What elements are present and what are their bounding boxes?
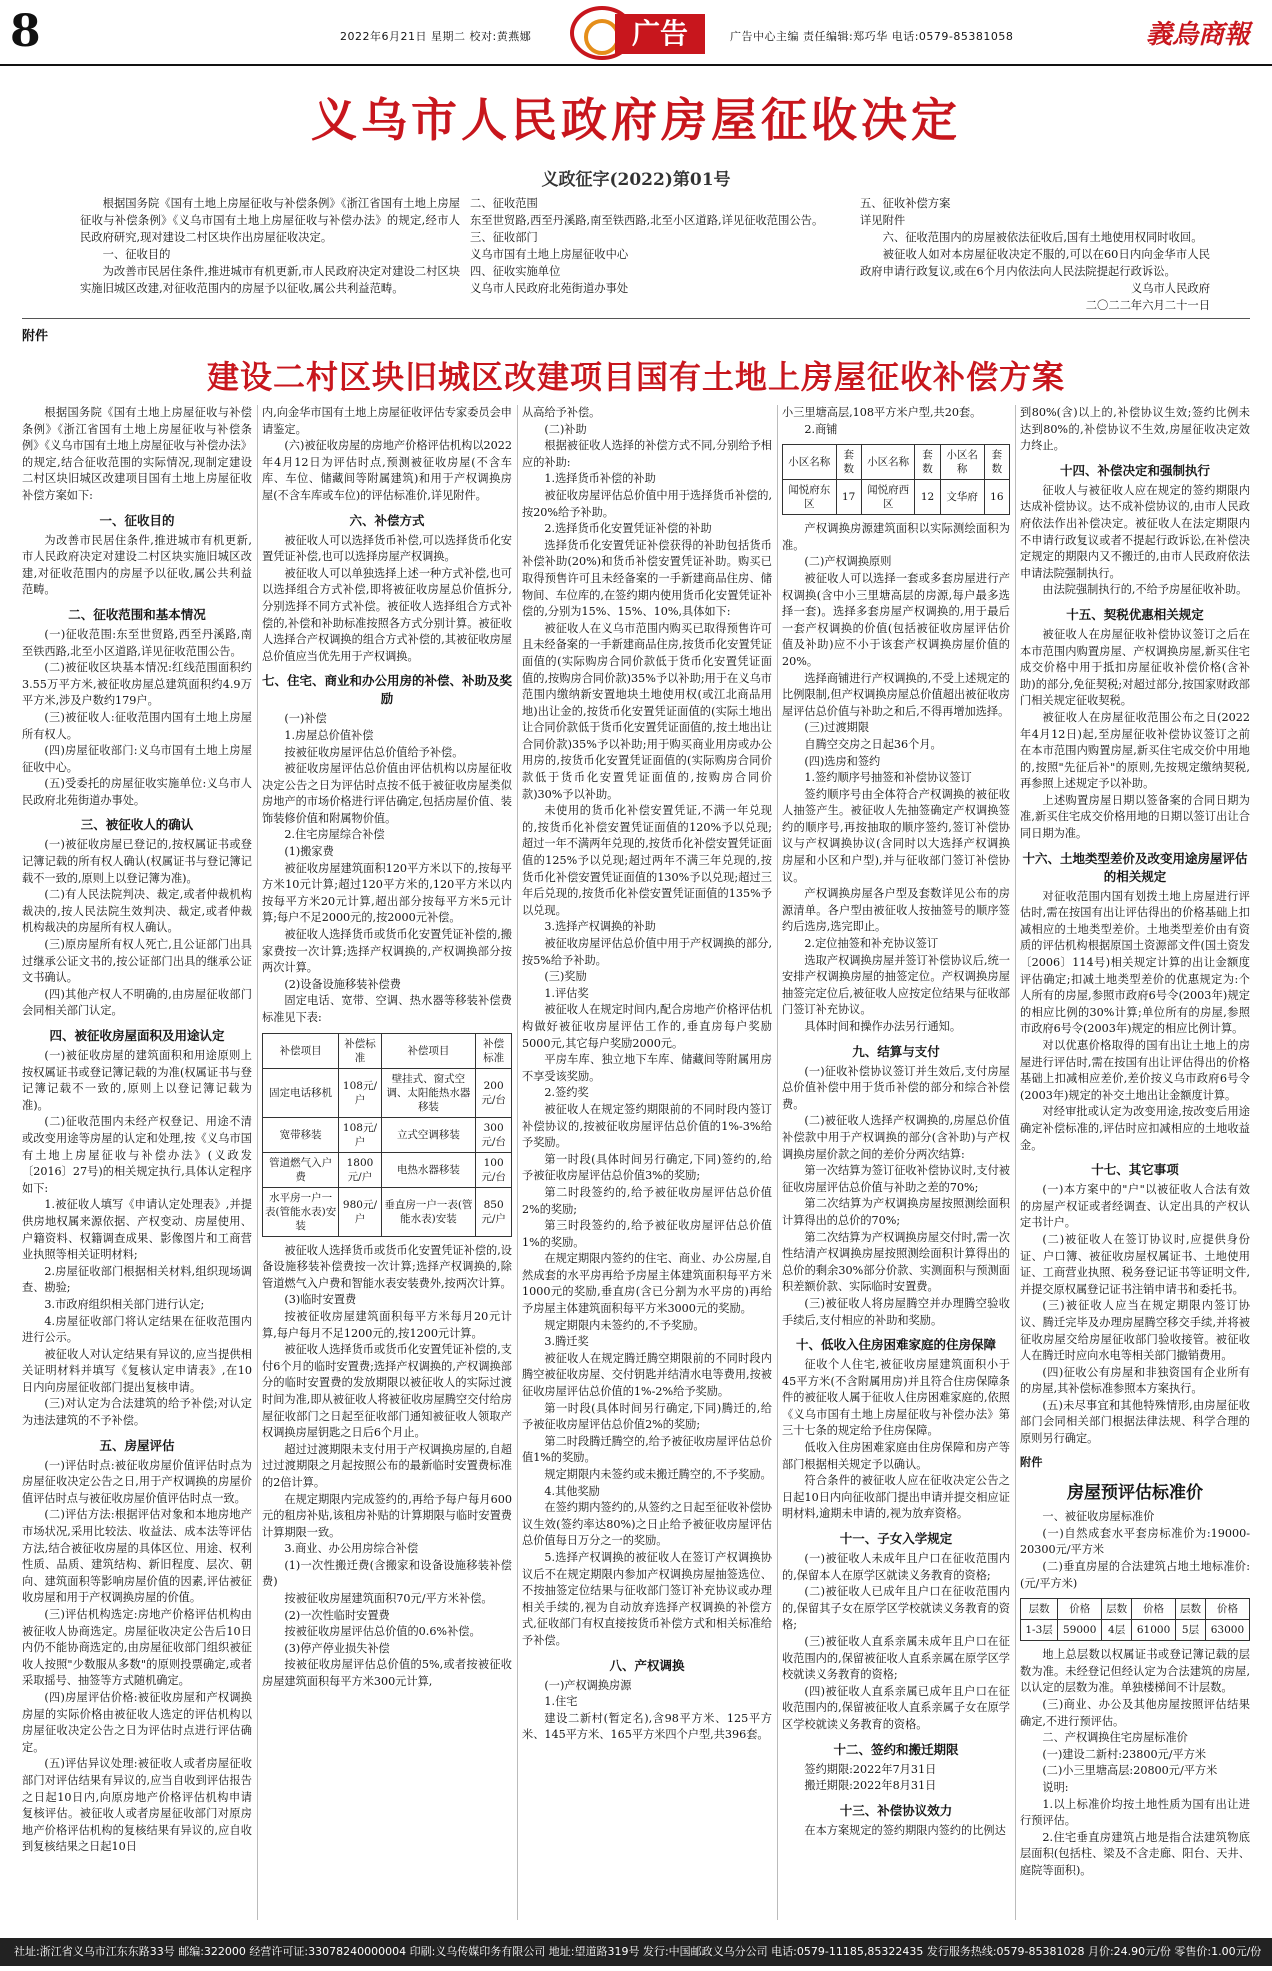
decision-paragraph: 被征收人如对本房屋征收决定不服的,可以在60日内向金华市人民政府申请行政复议,或在6个月内依法向人民法院提起行政诉讼。	[860, 248, 1210, 278]
table-row	[263, 1068, 512, 1117]
paragraph: 被征收人选择货币或货币化安置凭证补偿的,设备设施移装补偿费按一次计算;选择产权调换的,除管道燃气入户费和智能水表安装费外,按两次计算。	[262, 1243, 512, 1290]
paragraph: (二)补助	[544, 422, 587, 436]
decision-paragraph: 东至世贸路,西至丹溪路,南至铁西路,北至小区道路,详见征收范围公告。	[470, 214, 824, 227]
table-header: 套数	[915, 445, 940, 480]
paragraph: (2)设备设施移装补偿费	[284, 977, 401, 991]
paragraph: 对征收范围内国有划拨土地上房屋进行评估时,需在按国有出让评估得出的价格基础上扣减相应的土地类型差价。土地类型差价由有资质的评估机构根据原国土资源部文件(国土资发〔2006〕114号)相关规定计算的出让金额度评估确定;扣减土地类型差价的优惠规定为:个人所有的房屋,参照市政府6号令(2003年)规定的相应比例的30%计算;单位所有的房屋,参照市政府6号令(2003年)规定的相应比例计算。	[1020, 889, 1250, 1036]
masthead	[0, 0, 1272, 66]
paragraph: 第一时段(具体时间另行确定,下同)腾迁的,给予被征收房屋评估总价值2%的奖励;	[522, 1401, 772, 1432]
section-heading: 十二、签约和搬迁期限	[833, 1741, 959, 1757]
paragraph: 被征收人在规定签约期限前的不同时段内签订补偿协议的,按被征收房屋评估总价值的1%-3%给予奖励。	[522, 1102, 772, 1150]
section-heading: 十一、子女入学规定	[839, 1531, 953, 1547]
table-header-row	[263, 1033, 512, 1068]
table-cell: 5层	[1176, 1620, 1206, 1641]
paragraph: 由法院强制执行的,不给予房屋征收补助。	[1042, 583, 1248, 597]
column-divider	[517, 405, 518, 1920]
decision-paragraph: 义乌市人民政府北苑街道办事处	[470, 282, 629, 295]
paragraph: 被征收人在规定时间内,配合房地产价格评估机构做好被征收房屋评估工作的,垂直房每户奖励5000元,其它每户奖励2000元。	[522, 1003, 772, 1050]
editor-line: 广告中心主编 责任编辑:郑巧华 电话:0579-85381058	[730, 30, 1014, 43]
section-heading: 八、产权调换	[609, 1657, 685, 1673]
paragraph: 地上总层数以权属证书或登记簿记载的层数为准。未经登记但经认定为合法建筑的房屋,以认定的层数为准。单独楼梯间不计层数。	[1020, 1648, 1250, 1695]
decision-doc-number: 义政征字(2022)第01号	[541, 170, 731, 190]
table-cell: 1800元/户	[339, 1152, 381, 1187]
paragraph: 3.选择产权调换的补助	[544, 920, 656, 934]
paragraph: (一)评估时点:被征收房屋价值评估时点为房屋征收决定公告之日,用于产权调换的房屋价值评估时点与被征收房屋价值评估时点一致。	[22, 1458, 252, 1505]
paragraph: 第二次结算为产权调换房屋按照测绘面积计算得出的总价的70%;	[782, 1197, 1010, 1227]
section-heading: 十五、契税优惠相关规定	[1066, 606, 1204, 622]
paragraph: 1.选择货币补偿的补助	[544, 472, 656, 486]
paragraph: 选择商铺进行产权调换的,不受上述规定的比例限制,但产权调换房屋总价值超出被征收房屋评估总价值与补助之和后,不得再增加选择。	[782, 671, 1010, 718]
paragraph: 第一次结算为签订征收补偿协议时,支付被征收房屋评估总价值与补助之差的70%;	[782, 1164, 1010, 1194]
table-cell: 闻悦府东区	[783, 480, 837, 515]
paragraph: (二)垂直房屋的合法建筑占地土地标准价:(元/平方米)	[1020, 1560, 1250, 1590]
paragraph: 平房车库、独立地下车库、储藏间等附属用房不享受该奖励。	[522, 1053, 772, 1083]
standard-price-title: 房屋预评估标准价	[1067, 1483, 1203, 1504]
column-divider	[777, 405, 778, 1920]
paragraph: (二)被征收人选择产权调换的,房屋总价值补偿款中用于产权调换的部分(含补助)与产权调换房屋价款之间的差价分两次结算:	[782, 1114, 1010, 1161]
decision-column-3	[860, 195, 1210, 314]
paragraph: 产权调换房屋各户型及套数详见公布的房源清单。各户型由被征收人按抽签号的顺序签约后选房,选完即止。	[782, 887, 1010, 934]
section-heading: 一、征收目的	[99, 512, 175, 528]
paragraph: (二)被征收区块基本情况:红线范围面积约3.55万平方米,被征收房屋总建筑面积约4.9万平方米,涉及户数约179户。	[22, 661, 252, 708]
column-divider	[257, 405, 258, 1920]
paragraph: (二)小三里塘高层:20800元/平方米	[1042, 1764, 1218, 1778]
paragraph: 被征收人对认定结果有异议的,应当提供相关证明材料并填写《复核认定申请表》,在10日内向房屋征收部门提出复核申请。	[22, 1347, 252, 1394]
paragraph: 为改善市民居住条件,推进城市有机更新,市人民政府决定对建设二村区块实施旧城区改建,对征收范围内的房屋予以征收,属公共利益范畴。	[22, 533, 252, 597]
paragraph: 1.以上标准价均按土地性质为国有出让进行预评估。	[1020, 1797, 1250, 1828]
paragraph: 1.签约顺序号抽签和补偿协议签订	[804, 771, 972, 785]
shop-units-table	[782, 444, 1010, 515]
paragraph: (四)房屋评估价格:被征收房屋和产权调换房屋的实际价格由被征收人选定的评估机构以房屋征收决定公告之日为评估时点进行评估确定。	[22, 1690, 252, 1754]
table-header: 补偿标准	[476, 1033, 512, 1068]
paragraph: 符合条件的被征收人应在征收决定公告之日起10日内向征收部门提出申请并提交相应证明材料,逾期未申请的,视为放弃资格。	[782, 1474, 1010, 1521]
paragraph: 3.腾迁奖	[544, 1335, 589, 1349]
paragraph: 3.市政府组织相关部门进行认定;	[44, 1297, 205, 1311]
paragraph: (二)被征收人已成年且户口在征收范围内的,保留其子女在原学区学校就读义务教育的资格;	[782, 1585, 1010, 1632]
table-row	[783, 480, 1010, 515]
decision-heading: 四、征收实施单位	[470, 265, 561, 278]
paragraph: 按被征收房屋评估总价值给予补偿。	[284, 745, 464, 759]
page-number: 8	[10, 6, 41, 57]
paragraph: 产权调换房源建筑面积以实际测绘面积为准。	[782, 522, 1010, 552]
section-heading: 十四、补偿决定和强制执行	[1059, 462, 1210, 478]
table-cell: 垂直房一户一表(管能水表)安装	[381, 1187, 476, 1236]
paragraph: 被征收人在房屋征收补偿协议签订之后在本市范围内购置房屋、产权调换房屋,新买住宅成交价格中用于抵扣房屋征收补偿价格(含补助)的部分,免征契税;对超过部分,按国家财政部门相关规定征收契税。	[1020, 627, 1250, 708]
paragraph: 具体时间和操作办法另行通知。	[804, 1020, 962, 1033]
paragraph: 2.定位抽签和补充协议签订	[804, 937, 939, 951]
paragraph: (一)征收补偿协议签订并生效后,支付房屋总价值补偿中用于货币补偿的部分和综合补偿费。	[782, 1064, 1010, 1111]
paragraph: (三)被征收人:征收范围内国有土地上房屋所有权人。	[22, 710, 252, 741]
paragraph: (三)评估机构选定:房地产价格评估机构由被征收人协商选定。房屋征收决定公告后10日内仍不能协商选定的,由房屋征收部门组织被征收人按照"少数服从多数"的原则投票确定,或者采取摇号、抽签等方式随机确定。	[22, 1608, 252, 1688]
paragraph: 被征收人在房屋征收范围公布之日(2022年4月12日)起,至房屋征收补偿协议签订之前在本市范围内购置房屋,新买住宅成交价中用地的,按照"先征后补"的原则,先按规定缴纳契税,再参照上述规定予以补助。	[1020, 710, 1250, 791]
paragraph: (二)被征收人在签订协议时,应提供身份证、户口簿、被征收房屋权属证书、土地使用证、工商营业执照、税务登记证书等证明文件,并提交原权属登记证书注销申请书和委托书。	[1020, 1232, 1250, 1296]
table-header: 层数	[1176, 1599, 1206, 1620]
paragraph: (一)自然成套水平套房标准价为:19000-20300元/平方米	[1020, 1526, 1250, 1557]
newspaper-brand: 義烏商報	[1145, 20, 1250, 50]
table-cell: 文华府	[940, 480, 984, 515]
paragraph: (二)评估方法:根据评估对象和本地房地产市场状况,采用比较法、收益法、成本法等评估方法,结合被征收房屋的具体区位、用途、权利性质、品质、建筑结构、新旧程度、层次、朝向、建筑面积等影响房屋价值的因素,评估被征收房屋和用于产权调换房屋的价值。	[22, 1508, 252, 1605]
paragraph: 4.其他奖励	[544, 1484, 600, 1498]
decision-signer: 义乌市人民政府	[1130, 282, 1210, 295]
decision-heading: 二、征收范围	[470, 197, 538, 210]
paragraph: 第二时段签约的,给予被征收房屋评估总价值2%的奖励;	[522, 1185, 772, 1216]
table-cell: 壁挂式、窗式空调、太阳能热水器移装	[381, 1068, 476, 1117]
table-cell: 管道燃气入户费	[263, 1152, 339, 1187]
table-row	[263, 1187, 512, 1236]
paragraph: (四)选房和签约	[804, 754, 881, 768]
section-heading: 四、被征收房屋面积及用途认定	[49, 1028, 225, 1043]
table-cell: 宽带移装	[263, 1117, 339, 1152]
table-cell: 100元/台	[476, 1152, 512, 1187]
table-cell: 立式空调移装	[381, 1117, 476, 1152]
paragraph: 2.商铺	[804, 422, 838, 436]
plan-column-1	[22, 405, 252, 1920]
paragraph: 被征收房屋建筑面积120平方米以下的,按每平方米10元计算;超过120平方米的,120平方米以内按每平方米20元计算,超出部分按每平方米5元计算;每户不足2000元的,按2000元补偿。	[262, 861, 512, 925]
table-cell: 108元/户	[339, 1117, 381, 1152]
paragraph: 3.商业、办公用房综合补偿	[284, 1542, 419, 1556]
paragraph: 2.住宅垂直房建筑占地是指合法建筑物底层面积(包括柱、梁及不含走廊、阳台、天井、庭院等面积)。	[1020, 1830, 1250, 1877]
table-header: 套数	[984, 445, 1009, 480]
paragraph: 被征收房屋评估总价值中用于选择货币补偿的,按20%给予补助。	[522, 488, 772, 519]
paragraph: (一)被征收房屋的建筑面积和用途原则上按权属证书或登记簿记载的为准(权属证书与登记簿记载不一致的,原则上以登记簿记载为准)。	[22, 1049, 252, 1112]
table-cell: 闻悦府西区	[861, 480, 915, 515]
plan-column-3	[522, 405, 772, 1920]
section-heading: 七、住宅、商业和办公用房的补偿、补助及奖励	[262, 673, 512, 707]
paragraph: 选择货币化安置凭证补偿获得的补助包括货币补偿补助(20%)和货币补偿安置凭证补助。购买已取得预售许可且未经备案的一手新建商品住房、储物间、车位库的,在签约期内使用货币化安置凭证补偿的,分别为15%、15%、10%,具体如下:	[522, 538, 772, 619]
paragraph: (五)未尽事宜和其他特殊情形,由房屋征收部门会同相关部门根据法律法规、科学合理的原则另行确定。	[1020, 1398, 1250, 1446]
paragraph: (一)产权调换房源	[544, 1678, 632, 1692]
paragraph: (1)一次性搬迁费(含搬家和设备设施移装补偿费)	[262, 1558, 512, 1589]
decision-heading: 五、征收补偿方案	[860, 197, 951, 210]
table-cell: 108元/户	[339, 1068, 381, 1117]
table-cell: 63000	[1205, 1620, 1249, 1641]
masthead-divider	[0, 64, 1272, 66]
plan-column-2	[262, 405, 512, 1920]
paragraph: 在签约期内签约的,从签约之日起至征收补偿协议生效(签约率达80%)之日止给予被征收房屋评估总价值每日万分之一的奖励。	[522, 1501, 772, 1548]
decision-column-2	[470, 195, 840, 297]
paragraph: (一)被征收人未成年且户口在征收范围内的,保留本人在原学区就读义务教育的资格;	[782, 1552, 1010, 1582]
paragraph: 被征收房屋评估总价值中用于产权调换的部分,按5%给予补助。	[522, 937, 772, 967]
paragraph: 第三时段签约的,给予被征收房屋评估总价值1%的奖励。	[522, 1219, 772, 1249]
paragraph: 1.评估奖	[544, 986, 589, 1000]
paragraph: 说明:	[1042, 1780, 1069, 1794]
section-heading: 二、征收范围和基本情况	[68, 606, 206, 622]
paragraph: 上述购置房屋日期以签备案的合同日期为准,新买住宅成交价格用地的日期以签订出让合同日期为准。	[1020, 793, 1250, 841]
paragraph: 搬迁期限:2022年8月31日	[804, 1779, 937, 1793]
paragraph: (三)被征收人将房屋腾空并办理腾空验收手续后,支付相应的补助和奖励。	[782, 1296, 1010, 1327]
paragraph: 签约期限:2022年7月31日	[804, 1762, 937, 1776]
paragraph: 被征收人在义乌市范围内购买已取得预售许可且未经备案的一手新建商品住房,按货币化安置凭证面值的(实际购房合同价款低于货币化安置凭证面值的,按购房合同价款)35%予以补助;用于在义乌市范围内缴纳新安置地块土地使用权(或江北商品用地)出让金的,按货币化安置凭证面值的(实际土地出让合同价款低于货币化安置凭证面值的,按土地出让合同价款)35%予以补助;用于购买商业用房或办公用房的,按货币化安置凭证面值的(实际购房合同价款低于货币化安置凭证面值的,按购房合同价款)30%予以补助。	[522, 621, 772, 801]
paragraph: (一)本方案中的"户"以被征收人合法有效的房屋产权证或者经调查、认定出具的产权认定书计户。	[1020, 1183, 1250, 1230]
table-row	[263, 1117, 512, 1152]
paragraph: 建设二新村(暂定名),含98平方米、125平方米、145平方米、165平方米四个户型,共396套。	[522, 1711, 772, 1742]
decision-paragraph: 义乌市国有土地上房屋征收中心	[470, 248, 629, 261]
paragraph: (三)过渡期限	[804, 721, 870, 735]
footer-bar: 社址:浙江省义乌市江东东路33号 邮编:322000 经营许可证:33078240000004 印刷:义乌传媒印务有限公司 地址:望道路319号 发行:中国邮政义乌分公司 电话:0579-11185,85322435 发行服务热线:0579-85381028 月价:24.90元/份 零售价:1.00元/份	[0, 1938, 1272, 1966]
paragraph: 2.签约奖	[544, 1086, 589, 1100]
table-header: 价格	[1058, 1599, 1102, 1620]
decision-paragraph: 根据国务院《国有土地上房屋征收与补偿条例》《浙江省国有土地上房屋征收与补偿条例》《义乌市国有土地上房屋征收与补偿办法》的规定,经市人民政府研究,现对建设二村区块作出房屋征收决定。	[80, 197, 460, 244]
paragraph: 规定期限内未签约或未搬迁腾空的,不予奖励。	[544, 1468, 772, 1481]
paragraph: 从高给予补偿。	[522, 406, 601, 419]
table-row	[1021, 1620, 1250, 1641]
paragraph: (三)被征收人直系亲属未成年且户口在征收范围内的,保留被征收人直系亲属在原学区学校就读义务教育的资格;	[782, 1635, 1010, 1682]
table-cell: 59000	[1058, 1620, 1102, 1641]
paragraph: 按被征收房屋建筑面积70元/平方米补偿。	[284, 1592, 493, 1606]
paragraph: 签约顺序号由全体符合产权调换的被征收人抽签产生。被征收人先抽签确定产权调换签约的顺序号,再按抽取的顺序签约,签订补偿协议与产权调换协议(含同时以大选择产权调换房屋和小区和户型),并与征收部门签订补偿协议。	[782, 787, 1010, 884]
section-label: 广告	[615, 14, 705, 54]
table-row	[263, 1152, 512, 1187]
table-header: 层数	[1021, 1599, 1058, 1620]
paragraph: 选取产权调换房屋并签订补偿协议后,统一安排产权调换房屋的抽签定位。产权调换房屋抽签完定位后,被征收人应按定位结果与征收部门签订补充协议。	[782, 953, 1010, 1017]
table-cell: 4层	[1102, 1620, 1132, 1641]
section-heading: 九、结算与支付	[852, 1043, 940, 1059]
table-header-row	[783, 445, 1010, 480]
paragraph: (一)补偿	[284, 712, 327, 726]
paragraph: 一、被征收房屋标准价	[1042, 1510, 1155, 1524]
paragraph: (三)原房屋所有权人死亡,且公证部门出具过继承公证文书的,按公证部门出具的继承公证文书确认。	[22, 938, 252, 985]
paragraph: 到80%(含)以上的,补偿协议生效;签约比例未达到80%的,补偿协议不生效,房屋征收决定效力终止。	[1020, 406, 1250, 453]
paragraph: 按被征收房屋建筑面积每平方米每月20元计算,每户每月不足1200元的,按1200元计算。	[262, 1309, 512, 1340]
paragraph: 未使用的货币化补偿安置凭证,不满一年兑现的,按货币化补偿安置凭证面值的120%予以兑现;超过一年不满两年兑现的,按货币化补偿安置凭证面值的125%予以兑现;超过两年不满三年兑现的,按货币化补偿安置凭证面值的130%予以兑现;超过三年后兑现的,按货币化补偿安置凭证面值的135%予以兑现。	[522, 804, 772, 917]
paragraph: 对以优惠价格取得的国有出让土地上的房屋进行评估时,需在按国有出让评估得出的价格基础上扣减相应差价,差价按义乌市政府6号令(2003年)规定的补交土地出让金额度计算。	[1020, 1039, 1250, 1102]
paragraph: 被征收人选择货币或货币化安置凭证补偿的,搬家费按一次计算;选择产权调换的,产权调换部分按两次计算。	[262, 928, 512, 975]
paragraph: 按被征收房屋评估总价值的5%,或者按被征收房屋建筑面积每平方米300元计算,	[262, 1658, 512, 1689]
decision-title: 义乌市人民政府房屋征收决定	[311, 93, 961, 147]
attachment-label: 附件	[22, 329, 49, 344]
floor-price-table	[1020, 1598, 1250, 1641]
decision-paragraph: 详见附件	[860, 214, 906, 227]
section-divider	[22, 318, 1250, 319]
paragraph: 被征收人可以选择一套或多套房屋进行产权调换(含中小三里塘高层的房源,每户最多选择一套)。选择多套房屋产权调换的,用于最后一套产权调换的价值(包括被征收房屋评估价值及补助)应不小于该套产权调换房屋价值的20%。	[782, 571, 1010, 668]
section-heading: 十六、土地类型差价及改变用途房屋评估的相关规定	[1022, 850, 1248, 884]
paragraph: 内,向金华市国有土地上房屋征收评估专家委员会申请鉴定。	[262, 406, 512, 436]
table-cell: 16	[984, 480, 1009, 515]
table-cell: 水平房一户一表(管能水表)安装	[263, 1187, 339, 1236]
paragraph: 按被征收房屋评估总价值的0.6%补偿。	[284, 1625, 481, 1639]
paragraph: 1.房屋总价值补偿	[284, 728, 374, 742]
decision-column-1	[80, 195, 460, 297]
table-header: 价格	[1132, 1599, 1176, 1620]
paragraph: 在规定期限内签约的住宅、商业、办公房屋,自然成套的水平房再给予房屋主体建筑面积每平方米1000元的奖励,垂直房(含已分割为水平房的)再给予房屋主体建筑面积每平方米3000元的奖励。	[522, 1252, 772, 1316]
table-header: 补偿项目	[263, 1033, 339, 1068]
paragraph: (二)有人民法院判决、裁定,或者仲裁机构裁决的,按人民法院生效判决、裁定,或者仲裁机构裁决的房屋所有权人确认。	[22, 888, 252, 935]
table-header-row	[1021, 1599, 1250, 1620]
decision-date: 二〇二二年六月二十一日	[1085, 299, 1210, 312]
table-cell: 200元/台	[476, 1068, 512, 1117]
table-header: 小区名称	[940, 445, 984, 480]
table-header: 补偿项目	[381, 1033, 476, 1068]
paragraph: 被征收房屋评估总价值由评估机构以房屋征收决定公告之日为评估时点按不低于被征收房屋类似房地产的市场价格进行评估确定,包括房屋价值、装饰装修价值和附属物价值。	[262, 762, 512, 825]
paragraph: 被征收人在规定腾迁腾空期限前的不同时段内腾空被征收房屋、交付钥匙并结清水电等费用,按被征收房屋评估总价值的1%-2%给予奖励。	[522, 1351, 772, 1399]
table-header: 补偿标准	[339, 1033, 381, 1068]
paragraph: 第二次结算为产权调换房屋交付时,需一次性结清产权调换房屋按照测绘面积计算得出的总价的剩余30%部分价款、实测面积与预测面积差额价款、实际临时安置费。	[782, 1230, 1010, 1294]
section-heading: 三、被征收人的确认	[80, 817, 194, 833]
paragraph: (3)临时安置费	[284, 1293, 357, 1307]
paragraph: (四)房屋征收部门:义乌市国有土地上房屋征收中心。	[22, 744, 252, 774]
column-divider	[1015, 405, 1016, 1920]
table-cell: 980元/户	[339, 1187, 381, 1236]
paragraph: 第二时段腾迁腾空的,给予被征收房屋评估总价值1%的奖励。	[522, 1434, 772, 1465]
table-cell: 850元/户	[476, 1187, 512, 1236]
decision-paragraph: 六、征收范围内的房屋被依法征收后,国有土地使用权同时收回。	[882, 231, 1203, 244]
paragraph: (四)其他产权人不明确的,由房屋征收部门会同相关部门认定。	[22, 987, 252, 1018]
paragraph: 自腾空交房之日起36个月。	[804, 737, 942, 751]
paragraph: (五)评估异议处理:被征收人或者房屋征收部门对评估结果有异议的,应当自收到评估报告之日起10日内,向原房地产价格评估机构申请复核评估。被征收人或者房屋征收部门对原房地产价格评估机构的复核结果有异议的,应自收到复核结果之日起10日	[22, 1757, 252, 1854]
paragraph: 征收人与被征收人应在规定的签约期限内达成补偿协议。达不成补偿协议的,由市人民政府依法作出补偿决定。被征收人在法定期限内不申请行政复议或者不提起行政诉讼,在补偿决定规定的期限内又不搬迁的,由市人民政府依法申请法院强制执行。	[1020, 483, 1250, 580]
paragraph: 超过过渡期限未支付用于产权调换房屋的,自超过过渡期限之月起按照公布的最新临时安置费标准的2倍计算。	[262, 1442, 512, 1489]
paragraph: 在本方案规定的签约期限内签约的比例达	[804, 1823, 1006, 1837]
paragraph: 5.选择产权调换的被征收人在签订产权调换协议后不在规定期限内参加产权调换房屋抽签选位、不按抽签定位结果与征收部门签订补充协议或办理相关手续的,视为自动放弃选择产权调换的补偿方式,征收部门有权直接按货币补偿方式和相关标准给予补偿。	[522, 1550, 772, 1647]
paragraph: 1.住宅	[544, 1695, 578, 1709]
section-heading: 十、低收入住房困难家庭的住房保障	[795, 1337, 996, 1353]
paragraph: (三)对认定为合法建筑的给予补偿;对认定为违法建筑的不予补偿。	[22, 1397, 252, 1428]
table-cell: 300元/台	[476, 1117, 512, 1152]
plan-column-5	[1020, 405, 1250, 1920]
paragraph: (3)停产停业损失补偿	[284, 1641, 390, 1655]
paragraph: (三)奖励	[544, 970, 587, 984]
paragraph: (一)被征收房屋已登记的,按权属证书或登记簿记载的所有权人确认(权属证书与登记簿记载不一致的,原则上以登记簿为准)。	[22, 838, 252, 885]
paragraph: (2)一次性临时安置费	[284, 1608, 390, 1622]
table-cell: 电热水器移装	[381, 1152, 476, 1187]
section-heading: 十七、其它事项	[1091, 1162, 1179, 1178]
table-header: 价格	[1205, 1599, 1249, 1620]
paragraph: 2.房屋征收部门根据相关材料,组织现场调查、勘验;	[22, 1264, 252, 1295]
paragraph: 征收个人住宅,被征收房屋建筑面积小于45平方米(不含附属用房)并且符合住房保障条件的被征收人属于征收人住房困难家庭的,依照《义乌市国有土地上房屋征收与补偿办法》第三十七条的规定给予住房保障。	[782, 1358, 1010, 1438]
paragraph: 4.房屋征收部门将认定结果在征收范围内进行公示。	[22, 1314, 252, 1345]
table-header: 小区名称	[861, 445, 915, 480]
decision-paragraph: 为改善市民居住条件,推进城市有机更新,市人民政府决定对建设二村区块实施旧城区改建,对征收范围内的房屋予以征收,属公共利益范畴。	[80, 265, 460, 295]
paragraph: 2.住宅房屋综合补偿	[284, 828, 385, 842]
paragraph: 规定期限内未签约的,不予奖励。	[544, 1318, 705, 1332]
paragraph: (三)商业、办公及其他房屋按照评估结果确定,不进行预评估。	[1020, 1698, 1250, 1728]
paragraph: (1)搬家费	[284, 845, 334, 859]
paragraph: (一)建设二新村:23800元/平方米	[1042, 1747, 1207, 1761]
paragraph: (五)受委托的房屋征收实施单位:义乌市人民政府北苑街道办事处。	[22, 777, 252, 807]
section-heading: 六、补偿方式	[349, 512, 425, 528]
paragraph: 2.选择货币化安置凭证补偿的补助	[544, 522, 712, 536]
date-line: 2022年6月21日 星期二 校对:黄燕娜	[340, 30, 532, 43]
paragraph: 第一时段(具体时间另行确定,下同)签约的,给予被征收房屋评估总价值3%的奖励;	[522, 1152, 772, 1183]
table-cell: 固定电话移机	[263, 1068, 339, 1117]
table-cell: 1-3层	[1021, 1620, 1058, 1641]
paragraph: (六)被征收房屋的房地产价格评估机构以2022年4月12日为评估时点,预测被征收房屋(不含车库、车位、储藏间等附属建筑)和用于产权调换房屋(不含车库或车位)的评估标准价,详见附件。	[262, 439, 512, 502]
paragraph: 被征收人选择货币或货币化安置凭证补偿的,支付6个月的临时安置费;选择产权调换的,产权调换部分的临时安置费的发放期限以被征收人的实际过渡时间为准,即从被征收人将被征收房屋腾空交付给房屋征收部门之日起至征收部门通知被征收人领取产权调换房屋钥匙之日后6个月止。	[262, 1343, 512, 1440]
paragraph: (三)被征收人应当在规定期限内签订协议、腾迁完毕及办理房屋腾空移交手续,并将被征收房屋交给房屋征收部门验收接管。被征收人在腾迁时应向水电等相关部门撤销费用。	[1020, 1299, 1250, 1363]
paragraph: (二)产权调换原则	[804, 555, 892, 569]
equipment-compensation-table	[262, 1033, 512, 1237]
paragraph: (一)征收范围:东至世贸路,西至丹溪路,南至铁西路,北至小区道路,详见征收范围公告。	[22, 627, 252, 658]
section-heading: 五、房屋评估	[99, 1437, 175, 1453]
paragraph: 对经审批或认定为改变用途,按改变后用途确定补偿标准的,评估时应扣减相应的土地收益金。	[1020, 1105, 1250, 1152]
paragraph: 被征收人可以选择货币补偿,可以选择货币化安置凭证补偿,也可以选择房屋产权调换。	[262, 533, 512, 564]
table-header: 小区名称	[783, 445, 837, 480]
plan-title: 建设二村区块旧城区改建项目国有土地上房屋征收补偿方案	[206, 358, 1065, 396]
paragraph: 根据被征收人选择的补偿方式不同,分别给予相应的补助:	[522, 439, 772, 469]
table-cell: 17	[836, 480, 861, 515]
paragraph: 低收入住房困难家庭由住房保障和房产等部门根据相关规定予以确认。	[782, 1441, 1010, 1471]
table-cell: 61000	[1132, 1620, 1176, 1641]
paragraph: 固定电话、宽带、空调、热水器等移装补偿费标准见下表:	[262, 994, 512, 1024]
decision-heading: 一、征收目的	[102, 248, 171, 261]
paragraph: (四)被征收人直系亲属已成年且户口在征收范围内的,保留被征收人直系亲属子女在原学区学校就读义务教育的资格。	[782, 1684, 1010, 1731]
paragraph: 被征收人可以单独选择上述一种方式补偿,也可以选择组合方式补偿,即将被征收房屋总价值拆分,分别选择不同方式补偿。被征收人选择组合方式补偿的,补偿和补助标准按照各方式分别计算。被征收人选择合产权调换的组合方式补偿的,其被征收房屋总价值应当优先用于产权调换。	[262, 566, 512, 663]
paragraph: (四)征收公有房屋和非独资国有企业所有的房屋,其补偿标准参照本方案执行。	[1020, 1365, 1250, 1396]
section-heading: 十三、补偿协议效力	[839, 1802, 953, 1818]
paragraph: 二、产权调换住宅房屋标准价	[1042, 1731, 1188, 1745]
paragraph: 小三里塘高层,108平方米户型,共20套。	[782, 406, 982, 419]
table-header: 层数	[1102, 1599, 1132, 1620]
table-header: 套数	[836, 445, 861, 480]
paragraph: 1.被征收人填写《申请认定处理表》,并提供房地权属来源依据、产权变动、房屋使用、户籍资料、权籍调查成果、影像图片和工商营业执照等相关证明材料;	[22, 1198, 252, 1262]
decision-heading: 三、征收部门	[470, 231, 538, 244]
table-cell: 12	[915, 480, 940, 515]
paragraph: 根据国务院《国有土地上房屋征收与补偿条例》《浙江省国有土地上房屋征收与补偿条例》《义乌市国有土地上房屋征收与补偿办法》的规定,结合征收范围的实际情况,现制定建设二村区块旧城区改建项目国有土地上房屋征收补偿方案如下:	[22, 406, 252, 502]
paragraph: 在规定期限内完成签约的,再给予每户每月600元的租房补贴,该租房补贴的计算期限与临时安置费计算期限一致。	[262, 1492, 512, 1539]
plan-column-4	[782, 405, 1010, 1920]
attachment-label: 附件	[1020, 1454, 1043, 1469]
paragraph: (二)征收范围内未经产权登记、用途不清或改变用途等房屋的认定和处理,按《义乌市国有土地上房屋征收与补偿办法》(义政发〔2016〕27号)的相关规定执行,具体认定程序如下:	[22, 1115, 252, 1195]
